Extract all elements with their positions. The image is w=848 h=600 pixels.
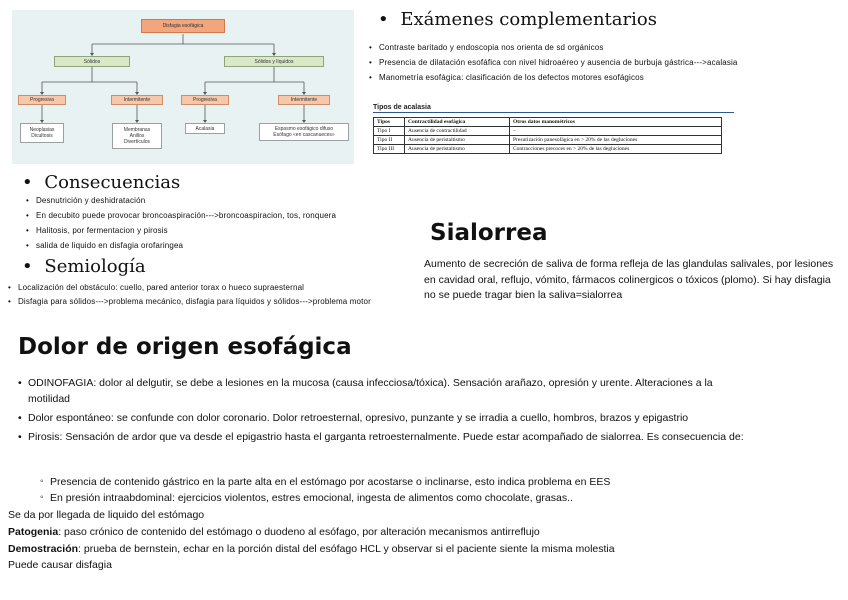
patogenia-label: Patogenia — [8, 526, 59, 538]
semiologia-heading: • Semiología — [22, 256, 146, 277]
table-cell: Tipo II — [374, 136, 405, 145]
list-item: • Disfagia para sólidos--->problema mecánico, disfagia para líquidos y sólidos--->problema motor — [8, 295, 393, 309]
dysphagia-flowchart — [12, 10, 354, 164]
bullet-icon: • — [378, 9, 389, 30]
flow-intermitente-2: Intermitente — [278, 95, 330, 105]
demostracion-text: : prueba de bernstein, echar en la porción distal del esófago HCL y observar si el paciente siente la misma molestia — [78, 543, 615, 555]
examenes-heading: • Exámenes complementarios — [378, 9, 657, 30]
table-cell: Ausencia de peristaltismo — [405, 145, 510, 154]
bullet-icon: • — [22, 256, 33, 277]
table-cell: Ausencia de contractilidad — [405, 127, 510, 136]
flow-leaf-espasmo: Espasmo esofágico difuso Esófago «en cascanueces» — [259, 123, 349, 141]
flow-progresiva-1: Progresiva — [18, 95, 66, 105]
acalasia-table-caption: Tipos de acalasia — [373, 104, 431, 111]
examenes-list — [369, 40, 749, 85]
flow-leaf-membranas: Membranas Anillos Divertículos — [112, 123, 162, 149]
dolor-last-line: Puede causar disfagia — [8, 559, 112, 571]
table-row — [374, 136, 722, 145]
flow-leaf-neoplasias: Neoplasias Dicultosis — [20, 123, 64, 143]
list-item: • Localización del obstáculo: cuello, pared anterior torax o hueco supraesternal — [8, 281, 393, 295]
flow-intermitente-1: Intermitente — [111, 95, 163, 105]
table-row — [374, 127, 722, 136]
table-cell: Tipo I — [374, 127, 405, 136]
flow-progresiva-2: Progresiva — [181, 95, 229, 105]
demostracion-label: Demostración — [8, 543, 79, 555]
sialorrea-heading: Sialorrea — [430, 220, 548, 246]
list-item: • Desnutrición y deshidratación — [26, 193, 426, 208]
table-cell: Contracciones precoces en > 20% de las degluciones — [510, 145, 722, 154]
list-item: • salida de liquido en disfagia orofaringea — [26, 238, 426, 253]
table-row — [374, 145, 722, 154]
patogenia-line — [8, 524, 838, 540]
table-cell: Presurización panesofágica en > 20% de las degluciones — [510, 136, 722, 145]
list-item: ◦ En presión intraabdominal: ejercicios violentos, estres emocional, ingesta de alimentos como chocolate, grasas.. — [40, 490, 750, 506]
dolor-list — [18, 375, 748, 445]
flow-solidos: Sólidos — [54, 56, 130, 67]
list-item: • Pirosis: Sensación de ardor que va desde el epigastrio hasta el garganta retroesternalmente. Puede estar acompañado de sialorrea. Es consecuencia de: — [18, 429, 748, 445]
table-header-row — [374, 118, 722, 127]
list-item: • Dolor espontáneo: se confunde con dolor coronario. Dolor retroesternal, opresivo, punzante y se irradia a cuello, hombros, brazos y epigastrio — [18, 410, 748, 426]
dolor-line-1: Se da por llegada de liquido del estómago — [8, 509, 205, 521]
acalasia-table — [373, 117, 722, 154]
table-header: Otros datos manométricos — [510, 118, 722, 127]
patogenia-text: : paso crónico de contenido del estómago o duodeno al esófago, por alteración mecanismos antirreflujo — [58, 526, 540, 538]
table-header: Contractilidad esofágica — [405, 118, 510, 127]
table-cell: Ausencia de peristaltismo — [405, 136, 510, 145]
list-item: • ODINOFAGIA: dolor al delgutir, se debe a lesiones en la mucosa (causa infecciosa/tóxica). Sensación arañazo, opresión y urente. Alteraciones a la motilidad — [18, 375, 748, 407]
dolor-heading: Dolor de origen esofágica — [18, 334, 352, 360]
flow-solidos-liquidos: Sólidos y líquidos — [224, 56, 324, 67]
demostracion-line — [8, 541, 838, 557]
consecuencias-heading: • Consecuencias — [22, 172, 181, 193]
list-item: • Halitosis, por fermentacion y pirosis — [26, 223, 426, 238]
consecuencias-list — [26, 193, 426, 253]
list-item: ◦ Presencia de contenido gástrico en la parte alta en el estómago por acostarse o inclinarse, esto indica problema en EES — [40, 474, 750, 490]
semiologia-list — [8, 281, 393, 309]
flow-leaf-acalasia: Acalasia — [185, 123, 225, 134]
table-cell: – — [510, 127, 722, 136]
list-item: • Contraste baritado y endoscopia nos orienta de sd orgánicos — [369, 40, 749, 55]
list-item: • Manometría esofágica: clasificación de los defectos motores esofágicos — [369, 70, 749, 85]
list-item: • Presencia de dilatación esofáfica con nivel hidroaéreo y ausencia de burbuja gástrica--->acalasia — [369, 56, 749, 70]
table-cell: Tipo III — [374, 145, 405, 154]
sialorrea-text: Aumento de secreción de saliva de forma refleja de las glandulas salivales, por lesiones en cavidad oral, reflujo, vómito, fármacos colinergicos o tóxicos (plomo). Si hay disfagia no se puede tragar bien la saliva=sialorrea — [424, 258, 834, 301]
flow-root: Disfagia esofágica — [141, 19, 225, 33]
list-item: • En decubito puede provocar broncoaspiración--->broncoaspiracion, tos, ronquera — [26, 208, 426, 223]
table-header: Tipos — [374, 118, 405, 127]
bullet-icon: • — [22, 172, 33, 193]
acalasia-table-rule — [373, 112, 734, 113]
dolor-sublist — [40, 474, 750, 506]
